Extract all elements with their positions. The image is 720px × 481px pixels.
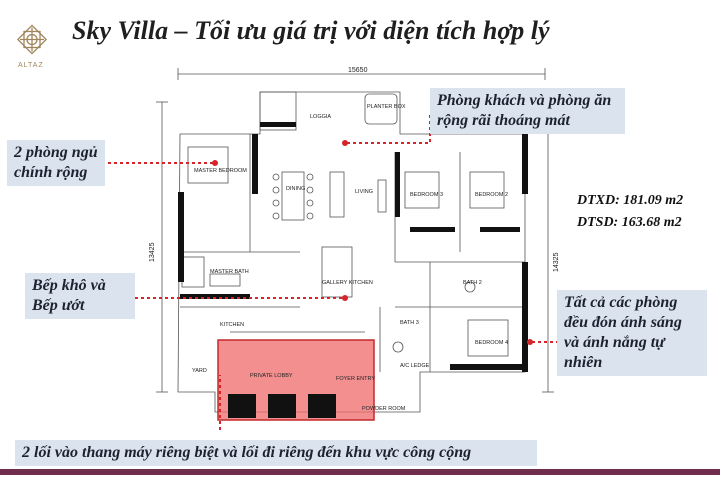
label-lobby: PRIVATE LOBBY (250, 373, 293, 379)
callout-lobby: 2 lối vào thang máy riêng biệt và lối đi riêng đến khu vực công cộng (15, 440, 537, 466)
logo-brand: ALTAZ (18, 62, 44, 69)
label-ac: A/C LEDGE (400, 363, 430, 369)
spec-dtsd: DTSD: 163.68 m2 (577, 215, 682, 230)
label-dining: DINING (286, 186, 306, 192)
label-planter: PLANTER BOX (367, 104, 406, 110)
label-yard: YARD (192, 368, 207, 374)
spec-dtxd: DTXD: 181.09 m2 (577, 193, 684, 208)
label-bath3: BATH 3 (400, 320, 419, 326)
callout-bedrooms: 2 phòng ngủ chính rộng (7, 140, 105, 186)
callout-light: Tất cả các phòng đều đón ánh sáng và ánh nắng tự nhiên (557, 290, 707, 376)
label-bedroom3: BEDROOM 3 (410, 192, 444, 198)
label-master-bath: MASTER BATH (210, 269, 249, 275)
label-bedroom2: BEDROOM 2 (475, 192, 509, 198)
page-title: Sky Villa – Tối ưu giá trị với diện tích hợp lý (72, 16, 550, 45)
label-loggia: LOGGIA (310, 114, 332, 120)
label-foyer: FOYER ENTRY (336, 376, 376, 382)
label-bedroom4: BEDROOM 4 (475, 340, 509, 346)
callout-kitchen: Bếp khô và Bếp ướt (25, 273, 135, 319)
dimension-top: 15650 (348, 67, 368, 74)
label-bath2: BATH 2 (463, 280, 482, 286)
label-master-bedroom: MASTER BEDROOM (194, 168, 247, 174)
label-living: LIVING (355, 189, 374, 195)
dimension-right: 14325 (553, 252, 560, 272)
label-powder: POWDER ROOM (362, 406, 406, 412)
label-gallery: GALLERY KITCHEN (322, 280, 373, 286)
callout-living: Phòng khách và phòng ăn rộng rãi thoáng mát (430, 88, 625, 134)
leader-living (345, 115, 430, 143)
dimension-left: 13425 (149, 242, 156, 262)
label-kitchen: KITCHEN (220, 322, 245, 328)
footer-bar (0, 469, 720, 475)
